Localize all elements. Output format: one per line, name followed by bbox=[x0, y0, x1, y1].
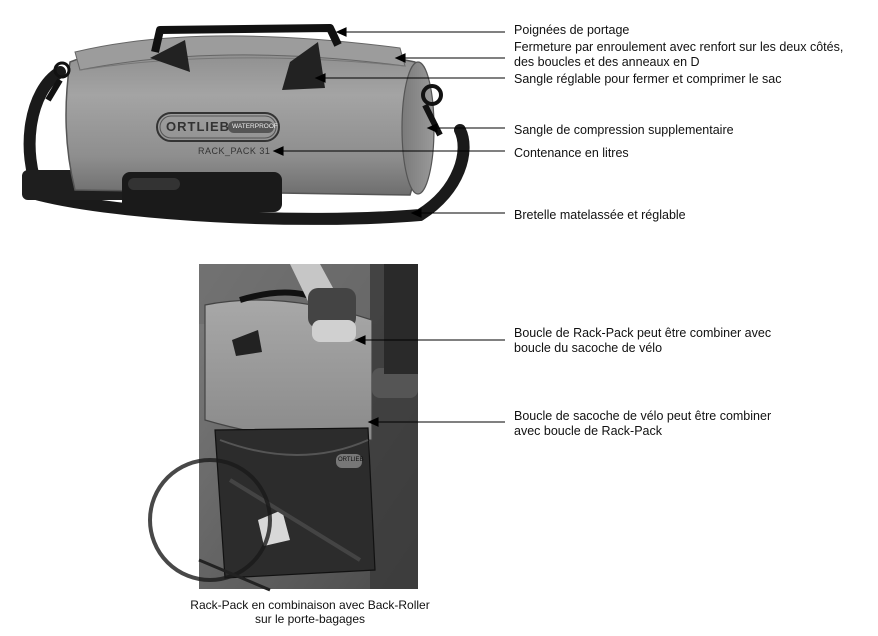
callout-pannier-buckle-line1: Boucle de sacoche de vélo peut être combiner bbox=[514, 409, 772, 423]
callout-rackpack-buckle-line1: Boucle de Rack-Pack peut être combiner avec bbox=[514, 326, 772, 340]
callout-rolltop-line2: des boucles et des anneaux en D bbox=[514, 55, 700, 69]
callout-rolltop-line1: Fermeture par enroulement avec renfort sur les deux côtés, bbox=[514, 40, 844, 54]
photo-caption-line2: sur le porte-bagages bbox=[254, 612, 366, 626]
callout-pannier-buckle-line2: avec boucle de Rack-Pack bbox=[514, 424, 662, 438]
callout-handles: Poignées de portage bbox=[514, 23, 630, 37]
callout-strap-close: Sangle réglable pour fermer et comprimer le sac bbox=[514, 72, 782, 86]
combination-photo bbox=[150, 264, 418, 590]
pannier-brand-text: ORTLIEB bbox=[338, 457, 364, 463]
callout-shoulder: Bretelle matelassée et réglable bbox=[514, 208, 686, 222]
bag-model-text: RACK_PACK 31 bbox=[198, 146, 271, 156]
photo-caption-line1: Rack-Pack en combinaison avec Back-Roller bbox=[190, 598, 430, 612]
bag-brand-text: ORTLIEB bbox=[166, 119, 231, 134]
rack-pack-bag bbox=[48, 28, 441, 212]
bag-badge-text: WATERPROOF bbox=[232, 123, 278, 130]
callout-capacity: Contenance en litres bbox=[514, 146, 629, 160]
callout-rackpack-buckle-line2: boucle du sacoche de vélo bbox=[514, 341, 663, 355]
callout-compression: Sangle de compression supplementaire bbox=[514, 123, 734, 137]
